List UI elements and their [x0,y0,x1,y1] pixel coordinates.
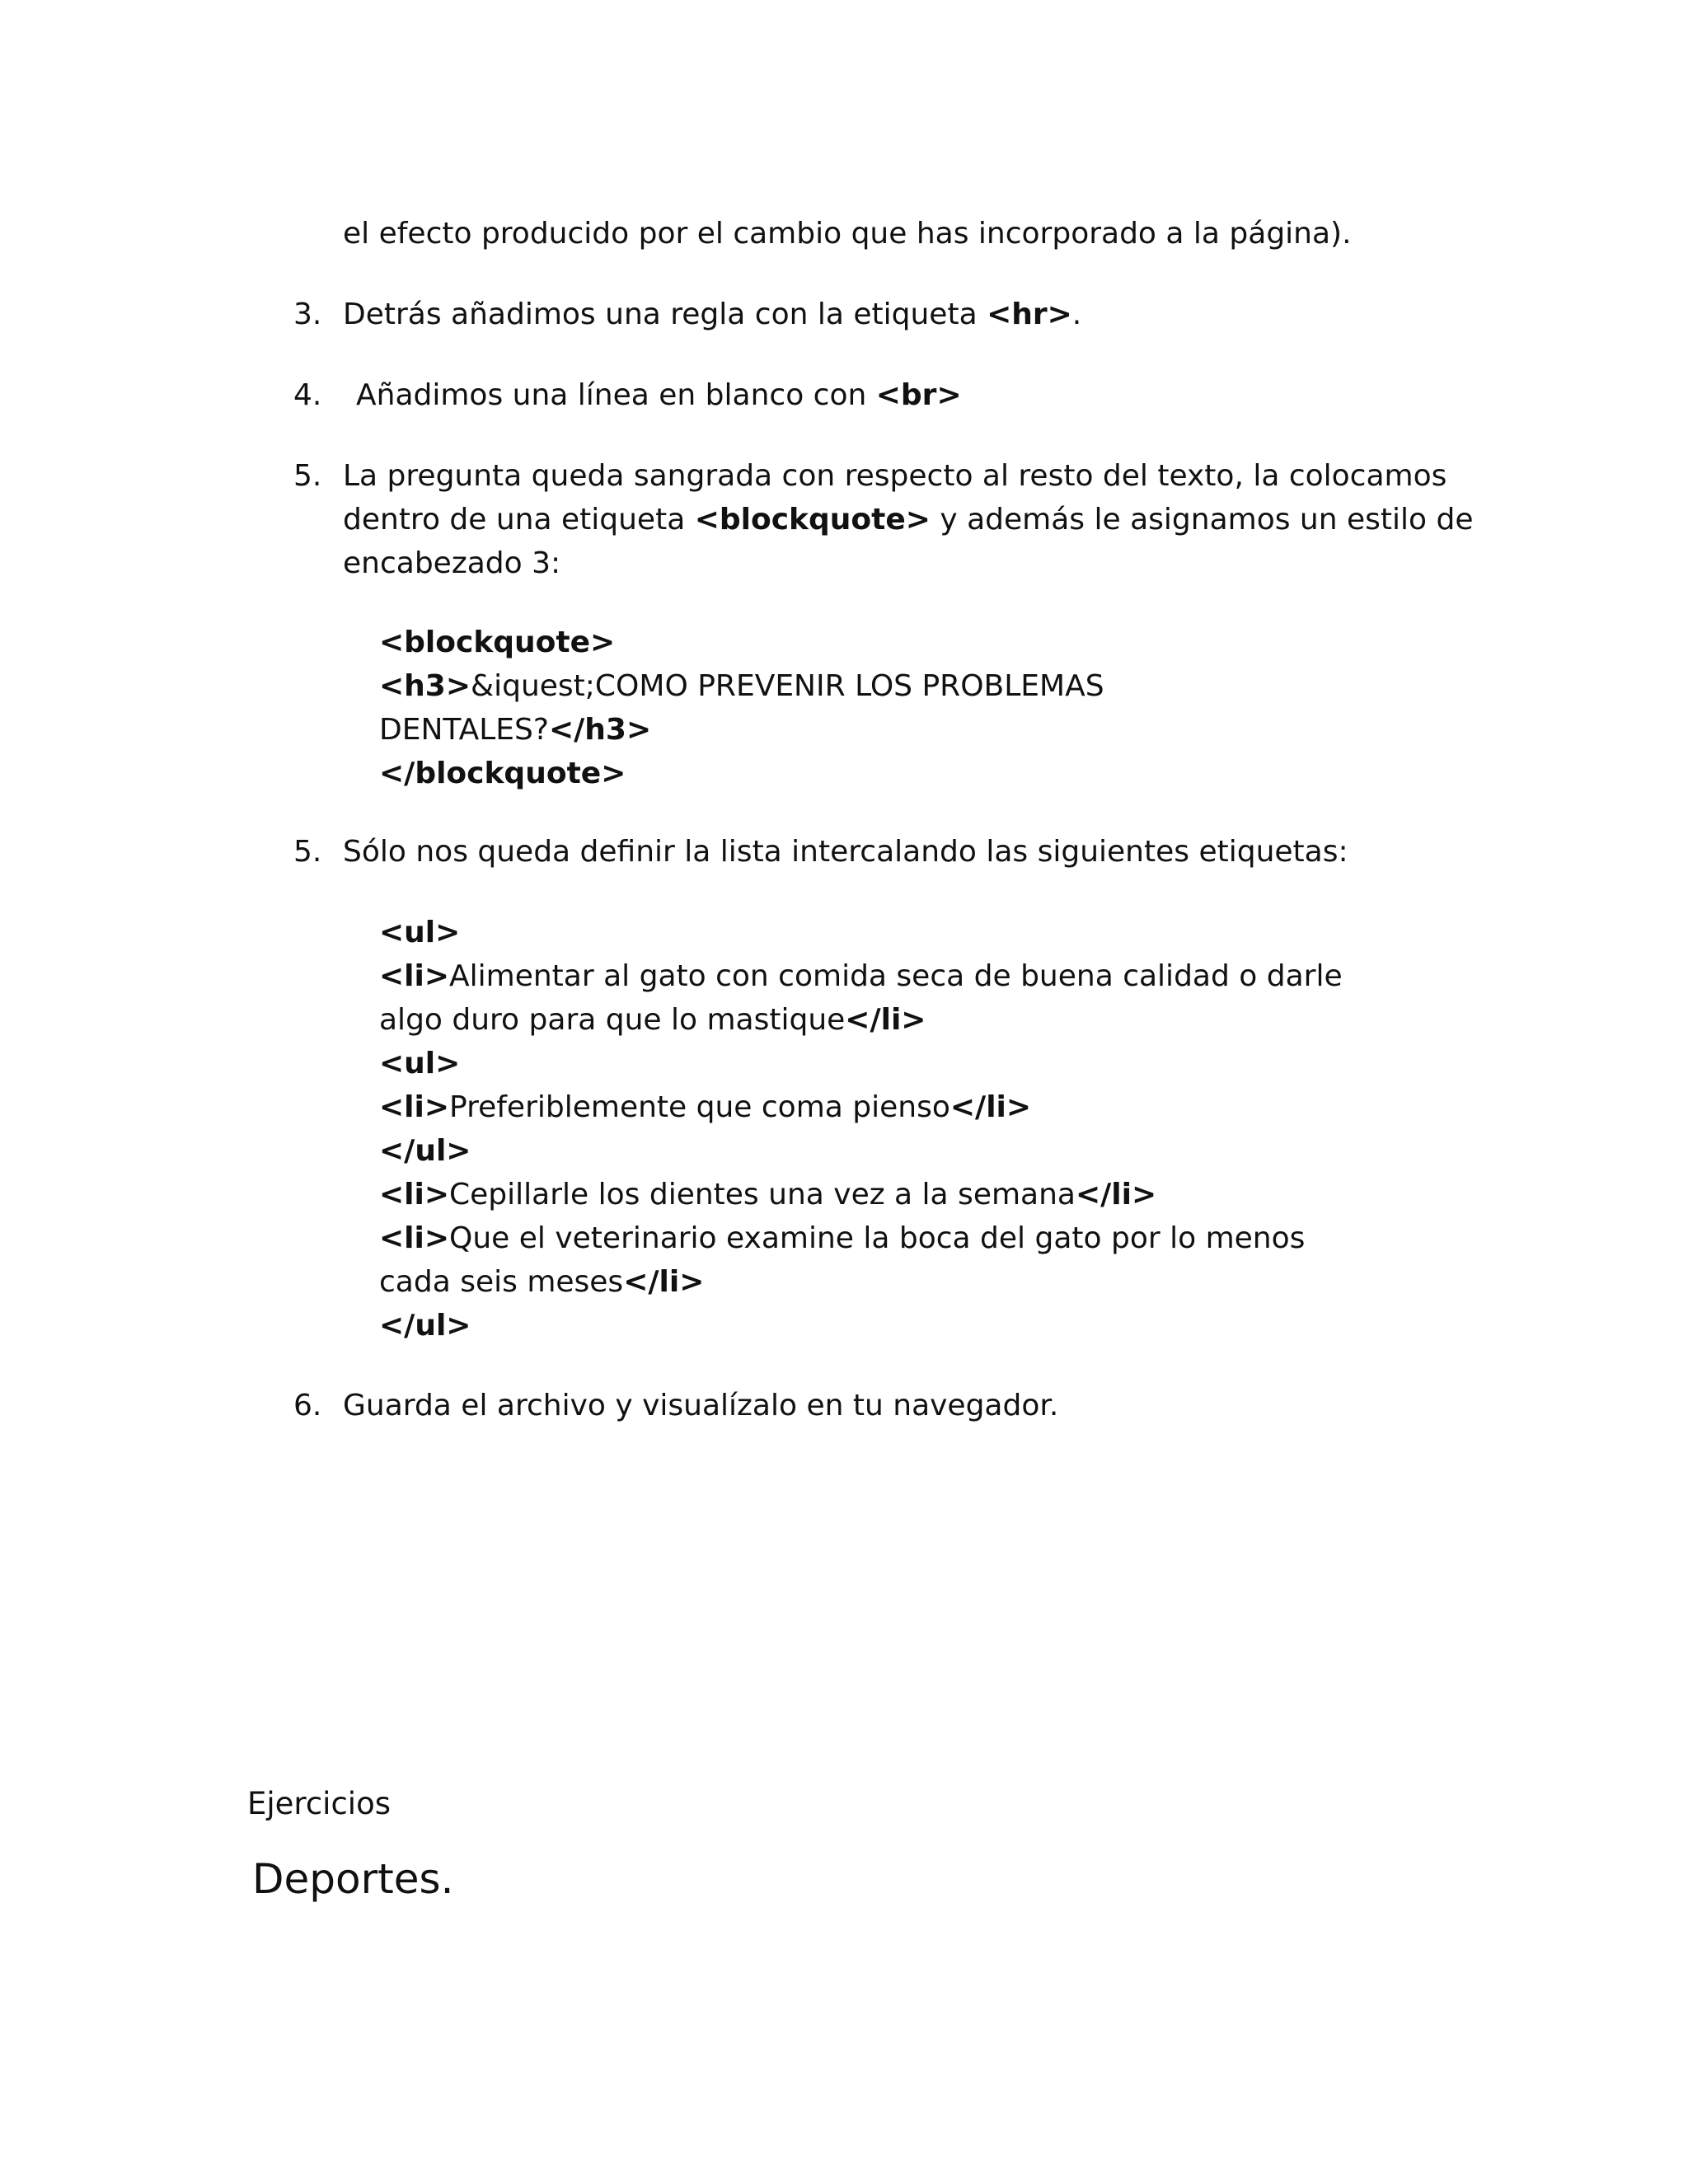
h3-text-line-2: DENTALES? [379,713,549,747]
step-5a-line-2 [343,499,1474,541]
code-li-4-line-1 [379,1217,1305,1260]
step-3-text-after: . [1071,298,1082,331]
ul-close-tag: </ul> [379,1134,471,1168]
code-li-2 [379,1086,1031,1129]
li-open-tag: <li> [379,959,450,993]
ul-open-tag: <ul> [379,916,461,949]
code-blockquote-open [379,621,615,664]
step-5a-line-2-after: y además le asignamos un estilo de [930,503,1474,537]
li-open-tag: <li> [379,1221,450,1255]
ul-open-tag: <ul> [379,1047,461,1080]
step-6-text: Guarda el archivo y visualízalo en tu navegador. [343,1389,1059,1422]
li-close-tag: </li> [1075,1178,1157,1212]
blockquote-open-tag: <blockquote> [379,626,616,659]
code-ul-open-2 [379,1043,460,1085]
li-1-text-line-1: Alimentar al gato con comida seca de buena calidad o darle [449,959,1343,993]
code-li-4-line-2 [379,1261,704,1304]
step-3-text [343,293,1081,336]
step-number-5b: 5. [293,835,322,869]
li-close-tag: </li> [623,1265,705,1299]
code-ul-open-1 [379,912,460,954]
code-blockquote-close [379,752,626,795]
step-5a-line-1: La pregunta queda sangrada con respecto al resto del texto, la colocamos [343,459,1447,493]
code-h3-line-1 [379,665,1104,708]
step-5b-text: Sólo nos queda definir la lista intercalando las siguientes etiquetas: [343,835,1348,869]
blockquote-close-tag: </blockquote> [379,757,626,790]
li-open-tag: <li> [379,1090,450,1124]
li-3-text: Cepillarle los dientes una vez a la semana [449,1178,1076,1212]
h3-close-tag: </h3> [548,713,652,747]
li-open-tag: <li> [379,1178,450,1212]
step-number-3: 3. [293,298,322,331]
step-5a-line-3: encabezado 3: [343,546,561,580]
step-4-text-before: Añadimos una línea en blanco con [356,378,876,412]
blockquote-tag: <blockquote> [694,503,931,537]
li-2-text: Preferiblemente que coma pienso [449,1090,950,1124]
h3-text: &iquest;COMO PREVENIR LOS PROBLEMAS [471,669,1104,703]
step-number-4: 4. [293,378,322,412]
h3-open-tag: <h3> [379,669,471,703]
code-li-1-line-2 [379,999,926,1042]
intro-continuation-text: el efecto producido por el cambio que has incorporado a la página). [343,217,1352,251]
code-h3-line-2 [379,709,651,752]
ul-close-tag: </ul> [379,1309,471,1343]
li-4-text-line-1: Que el veterinario examine la boca del gato por lo menos [449,1221,1306,1255]
li-close-tag: </li> [950,1090,1032,1124]
step-number-6: 6. [293,1389,322,1422]
code-li-1-line-1 [379,955,1343,998]
code-ul-close-1 [379,1130,471,1173]
li-1-text-line-2: algo duro para que lo mastique [379,1003,846,1037]
step-5a-line-2-before: dentro de una etiqueta [343,503,695,537]
code-ul-close-2 [379,1305,471,1347]
step-4-text [356,374,962,417]
li-close-tag: </li> [845,1003,926,1037]
step-number-5a: 5. [293,459,322,493]
code-li-3 [379,1174,1156,1216]
step-3-text-before: Detrás añadimos una regla con la etiqueta [343,298,987,331]
br-tag: <br> [875,378,962,412]
hr-tag: <hr> [987,298,1072,331]
section-title-ejercicios: Ejercicios [247,1786,391,1821]
section-title-deportes: Deportes. [252,1855,454,1903]
li-4-text-line-2: cada seis meses [379,1265,624,1299]
